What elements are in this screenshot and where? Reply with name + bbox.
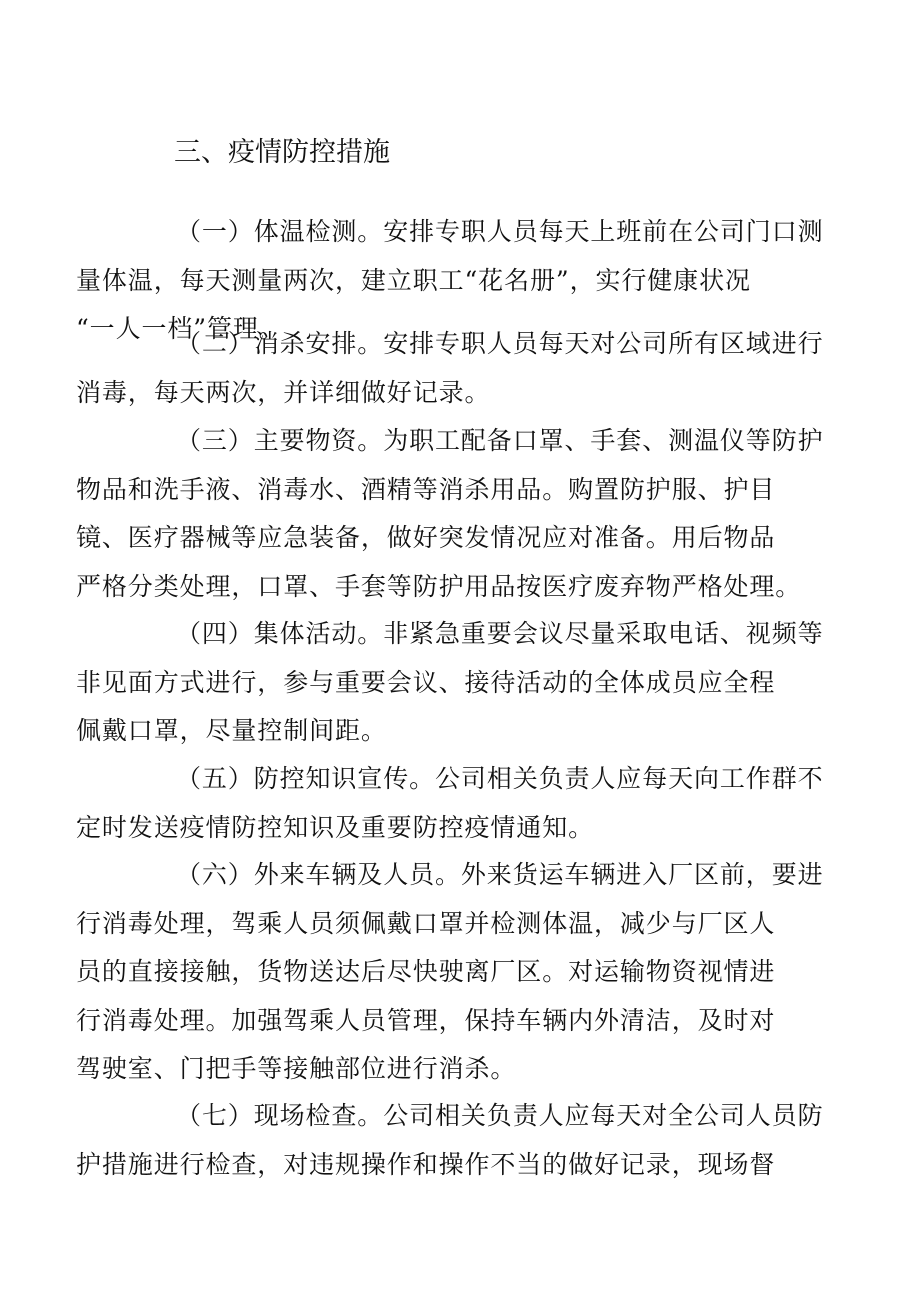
paragraph-publicity [76, 755, 824, 852]
paragraph-line: 员的直接接触，货物送达后尽快驶离厂区。对运输物资视情进 [76, 957, 776, 986]
paragraph-line: （三）主要物资。为职工配备口罩、手套、测温仪等防护 [176, 426, 824, 455]
paragraph-line: （四）集体活动。非紧急重要会议尽量采取电话、视频等 [176, 619, 824, 648]
paragraph-line: 量体温，每天测量两次，建立职工“花名册”，实行健康状况 [76, 265, 751, 295]
paragraph-line: （六）外来车辆及人员。外来货运车辆进入厂区前，要进 [176, 860, 824, 889]
paragraph-line: 行消毒处理。加强驾乘人员管理，保持车辆内外清洁，及时对 [76, 1005, 776, 1035]
paragraph-line: 驾驶室、门把手等接触部位进行消杀。 [76, 1054, 517, 1083]
paragraph-line: 物品和洗手液、消毒水、酒精等消杀用品。购置防护服、护目 [76, 474, 776, 504]
section-heading: 三、疫情防控措施 [174, 137, 390, 168]
paragraph-line: （一）体温检测。安排专职人员每天上班前在公司门口测 [176, 217, 824, 246]
paragraph-vehicles [76, 851, 824, 1094]
paragraph-line: （五）防控知识宣传。公司相关负责人应每天向工作群不 [176, 764, 824, 793]
paragraph-line: “一人一档”管理。 [76, 314, 285, 343]
paragraph-group-activities [76, 610, 824, 756]
paragraph-line: （二）消杀安排。安排专职人员每天对公司所有区域进行 [176, 329, 824, 358]
paragraph-line: 护措施进行检查，对违规操作和操作不当的做好记录，现场督 [76, 1149, 776, 1179]
paragraph-line: 消毒，每天两次，并详细做好记录。 [76, 377, 491, 407]
paragraph-line: 非见面方式进行，参与重要会议、接待活动的全体成员应全程 [76, 667, 776, 697]
paragraph-materials [76, 417, 824, 611]
paragraph-line: 定时发送疫情防控知识及重要防控疫情通知。 [76, 812, 595, 842]
paragraph-site-inspection [76, 1092, 824, 1189]
paragraph-line: 严格分类处理，口罩、手套等防护用品按医疗废弃物严格处理。 [76, 571, 802, 601]
paragraph-line: 行消毒处理，驾乘人员须佩戴口罩并检测体温，减少与厂区人 [76, 908, 776, 938]
paragraph-line: （七）现场检查。公司相关负责人应每天对全公司人员防 [176, 1101, 824, 1130]
paragraph-disinfection [76, 320, 824, 417]
paragraph-line: 镜、医疗器械等应急装备，做好突发情况应对准备。用后物品 [76, 523, 776, 552]
paragraph-line: 佩戴口罩，尽量控制间距。 [76, 716, 387, 745]
